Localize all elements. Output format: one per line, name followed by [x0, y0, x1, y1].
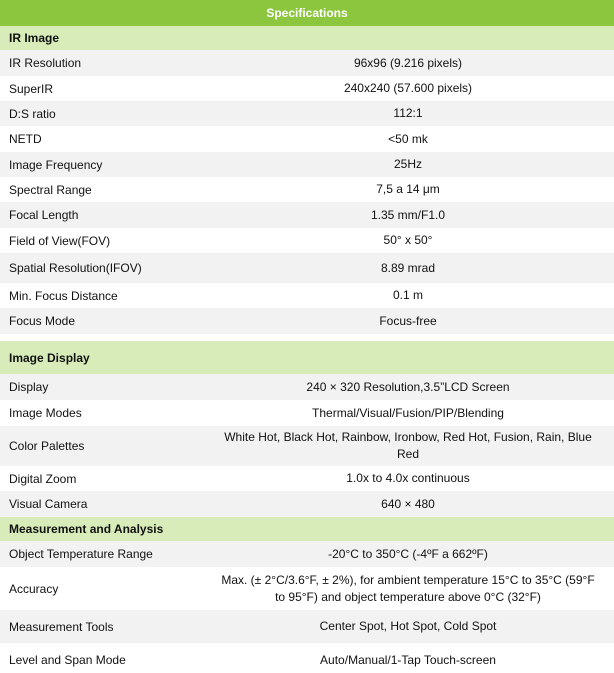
spec-value: 1.0x to 4.0x continuous — [346, 471, 470, 485]
spec-value: <50 mk — [388, 131, 428, 146]
spec-row — [0, 283, 614, 308]
spec-label: Image Modes — [9, 406, 82, 420]
spec-value: Center Spot, Hot Spot, Cold Spot — [319, 619, 497, 633]
spec-row — [0, 308, 614, 334]
spec-row — [0, 177, 614, 202]
spec-label: D:S ratio — [9, 106, 56, 121]
spec-row — [0, 610, 614, 643]
spec-row — [0, 426, 614, 466]
spec-label: Spectral Range — [9, 182, 92, 197]
spec-value: 112:1 — [393, 106, 423, 120]
section-header: IR Image — [0, 26, 614, 50]
spec-label: Image Frequency — [9, 157, 103, 172]
spec-row — [0, 643, 614, 673]
spec-row — [0, 50, 614, 76]
spec-label: IR Resolution — [9, 56, 82, 70]
table-title: Specifications — [0, 0, 614, 26]
spec-label: Field of View(FOV) — [9, 233, 111, 248]
spec-value: -20°C to 350°C (-4ºF a 662ºF) — [328, 546, 488, 561]
spec-label: NETD — [9, 132, 42, 146]
spec-label: Display — [9, 380, 49, 394]
spec-value: 96x96 (9.216 pixels) — [353, 55, 463, 70]
spec-row — [0, 152, 614, 177]
spec-row — [0, 228, 614, 253]
spec-value: Max. (± 2°C/3.6°F, ± 2%), for ambient temperature 15°C to 35°C (59°F to 95°F) and object temperature above 0°C (32°F) — [221, 572, 595, 604]
spec-row — [0, 466, 614, 491]
spec-label: Measurement Tools — [9, 619, 114, 634]
spec-value: 240x240 (57.600 pixels) — [343, 81, 473, 95]
spec-label: Level and Span Mode — [9, 653, 126, 667]
spec-label: SuperIR — [9, 81, 54, 96]
spec-value: White Hot, Black Hot, Rainbow, Ironbow, Red Hot, Fusion, Rain, Blue Red — [224, 430, 592, 461]
spec-row — [0, 101, 614, 126]
spec-value: Thermal/Visual/Fusion/PIP/Blending — [312, 405, 504, 420]
spec-value: Focus-free — [379, 313, 437, 328]
spec-row — [0, 567, 614, 610]
spec-label: Visual Camera — [9, 497, 88, 511]
spec-row — [0, 374, 614, 400]
spec-row — [0, 76, 614, 101]
spec-row — [0, 126, 614, 152]
spec-value: 25Hz — [393, 157, 422, 171]
spec-row — [0, 541, 614, 567]
spec-value: 240 × 320 Resolution,3.5”LCD Screen — [306, 379, 510, 394]
spec-label: Min. Focus Distance — [9, 288, 118, 303]
spec-value: 0.1 m — [392, 288, 423, 302]
spec-row — [0, 491, 614, 517]
spec-value: 1.35 mm/F1.0 — [370, 207, 446, 222]
spec-value: Auto/Manual/1-Tap Touch-screen — [320, 652, 496, 667]
spec-row — [0, 253, 614, 283]
spec-label: Color Palettes — [9, 439, 85, 453]
spec-row — [0, 400, 614, 426]
spec-label: Focal Length — [9, 208, 79, 222]
section-header: Image Display — [0, 341, 614, 374]
spec-label: Spatial Resolution(IFOV) — [9, 261, 142, 275]
spec-value: 640 × 480 — [381, 496, 435, 511]
spec-label: Object Temperature Range — [9, 547, 153, 561]
spec-value: 7,5 a 14 μm — [376, 182, 440, 196]
spec-row — [0, 202, 614, 228]
spec-label: Digital Zoom — [9, 471, 77, 486]
section-header: Measurement and Analysis — [0, 517, 614, 541]
spec-value: 8.89 mrad — [380, 260, 436, 275]
spec-label: Accuracy — [9, 581, 59, 596]
spec-label: Focus Mode — [9, 314, 76, 328]
spec-value: 50° x 50° — [383, 233, 433, 247]
